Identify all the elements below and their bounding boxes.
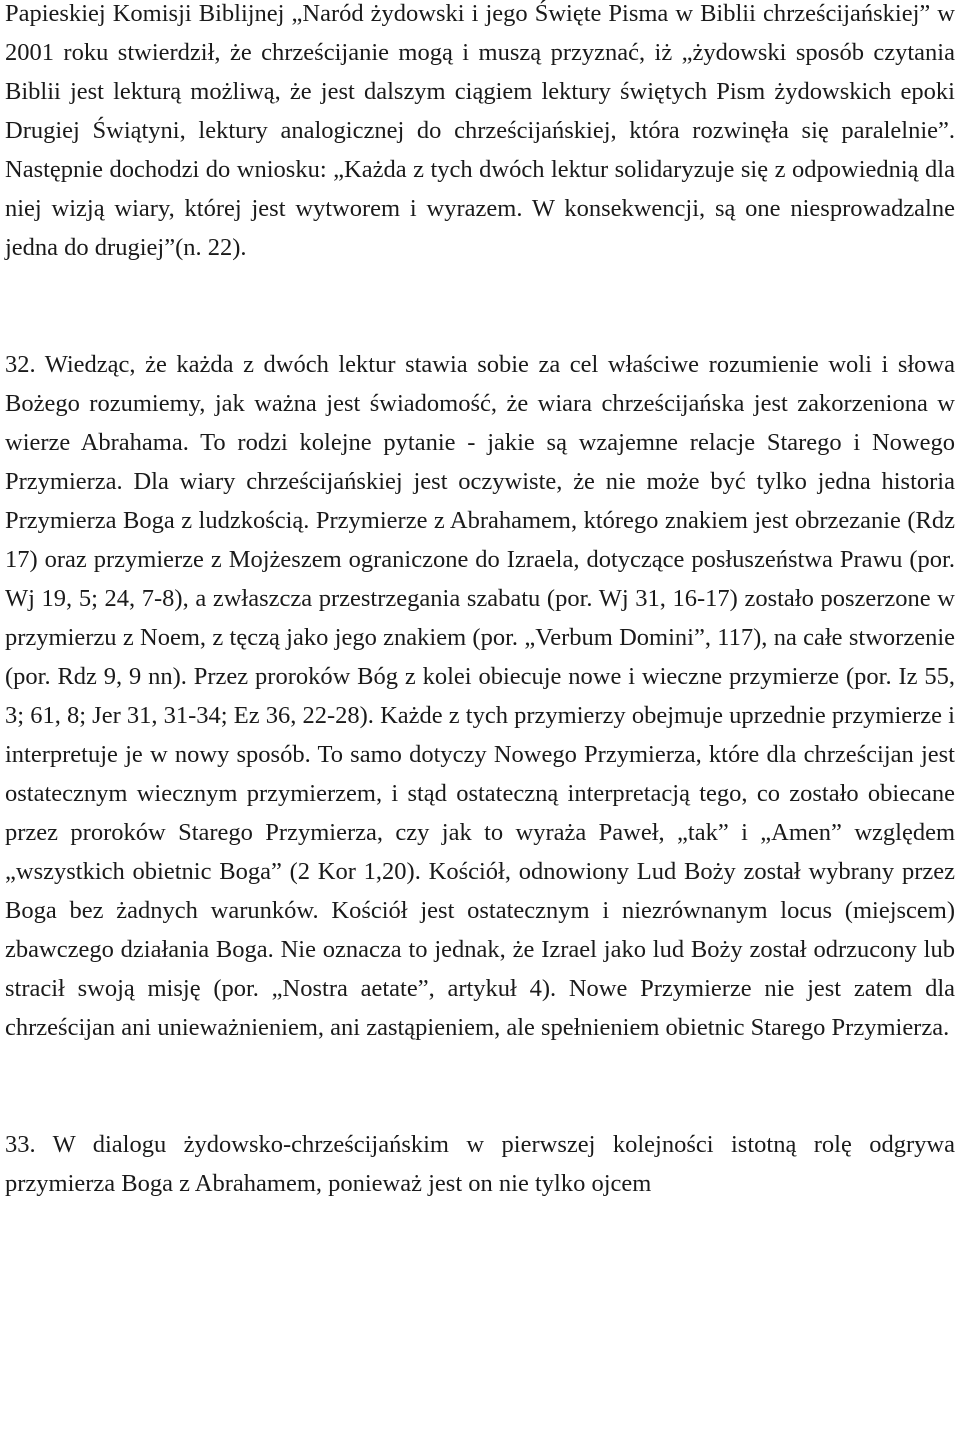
paragraph-33: 33. W dialogu żydowsko-chrześcijańskim w pierwszej kolejności istotną rolę odgrywa przymierza Boga z Abrahamem, ponieważ jest on nie tylko ojcem [5, 1131, 955, 1197]
paragraph-32: 32. Wiedząc, że każda z dwóch lektur stawia sobie za cel właściwe rozumienie woli i słowa Bożego rozumiemy, jak ważna jest świadomość, że wiara chrześcijańska jest zakorzeniona w wierze Abrahama. To rodzi kolejne pytanie - jakie są wzajemne relacje Starego i Nowego Przymierza. Dla wiary chrześcijańskiej jest oczywiste, że nie może być tylko jedna historia Przymierza Boga z ludzkością. Przymierze z Abrahamem, którego znakiem jest obrzezanie (Rdz 17) oraz przymierze z Mojżeszem ograniczone do Izraela, dotyczące posłuszeństwa Prawu (por. Wj 19, 5; 24, 7-8), a zwłaszcza przestrzegania szabatu (por. Wj 31, 16-17) zostało poszerzone w przymierzu z Noem, z tęczą jako jego znakiem (por. „Verbum Domini”, 117), na całe stworzenie (por. Rdz 9, 9 nn). Przez proroków Bóg z kolei obiecuje nowe i wieczne przymierze (por. Iz 55, 3; 61, 8; Jer 31, 31-34; Ez 36, 22-28). Każde z tych przymierzy obejmuje uprzednie przymierze i interpretuje je w nowy sposób. To samo dotyczy Nowego Przymierza, które dla chrześcijan jest ostatecznym wiecznym przymierzem, i stąd ostateczną interpretacją tego, co zostało obiecane przez proroków Starego Przymierza, czy jak to wyraża Paweł, „tak” i „Amen” względem „wszystkich obietnic Boga” (2 Kor 1,20). Kościół, odnowiony Lud Boży został wybrany przez Boga bez żadnych warunków. Kościół jest ostatecznym i niezrównanym locus (miejscem) zbawczego działania Boga. Nie oznacza to jednak, że Izrael jako lud Boży został odrzucony lub stracił swoją misję (por. „Nostra aetate”, artykuł 4). Nowe Przymierze nie jest zatem dla chrześcijan ani unieważnieniem, ani zastąpieniem, ale spełnieniem obietnic Starego Przymierza. [5, 351, 955, 1041]
document-page [5, 0, 955, 1203]
paragraph-31-continuation: Papieskiej Komisji Biblijnej „Naród żydowski i jego Święte Pisma w Biblii chrześcijańskiej” w 2001 roku stwierdził, że chrześcijanie mogą i muszą przyznać, iż „żydowski sposób czytania Biblii jest lekturą możliwą, że jest dalszym ciągiem lektury świętych Pism żydowskich epoki Drugiej Świątyni, lektury analogicznej do chrześcijańskiej, która rozwinęła się paralelnie”. Następnie dochodzi do wniosku: „Każda z tych dwóch lektur solidaryzuje się z odpowiednią dla niej wizją wiary, której jest wytworem i wyrazem. W konsekwencji, są one niesprowadzalne jedna do drugiej”(n. 22). [5, 0, 955, 261]
